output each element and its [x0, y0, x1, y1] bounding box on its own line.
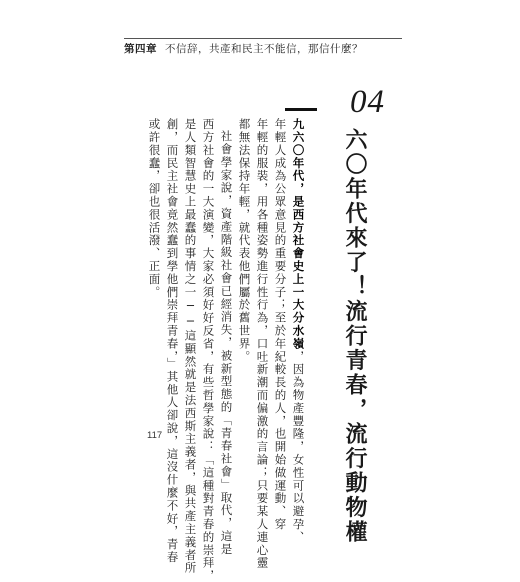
body-line: 年輕的服裝，用各種姿勢進行性行為，口吐新潮而偏激的言論；只要某人連心靈 [255, 118, 270, 570]
body-line: 是人類智慧史上最蠢的事情之一──這顯然就是法西斯主義者，與共產主義者所 [183, 118, 198, 575]
paragraph-accent-bar [285, 108, 317, 111]
section-title: 六〇年代來了！流行青春，流行動物權 [342, 128, 368, 545]
body-line: 或許很蠢，卻也很活潑、正面。 [147, 118, 162, 299]
body-line: 九六〇年代，是西方社會史上一大分水嶺，因為物產豐隆，女性可以避孕、 [291, 118, 306, 544]
body-line: 年輕人成為公眾意見的重要分子；至於年紀較長的人，也開始做運動、穿 [273, 118, 288, 531]
body-line: 社會學家說，資產階級社會已經消失，被新型態的「青春社會」取代，這是 [219, 130, 234, 556]
body-line: 都無法保持年輕，就代表他們屬於舊世界。 [237, 118, 252, 364]
bold-lead-text: 九六〇年代，是西方社會史上一大分水嶺 [291, 118, 306, 351]
body-line: 西方社會的一大演變，大家必須好好反省，有些哲學家說：「這種對青春的崇拜， [201, 118, 216, 582]
chapter-title: 不信辞，共產和民主不能信，那信什麼？ [165, 42, 363, 55]
page-number: 117 [147, 430, 163, 441]
running-header [124, 38, 402, 58]
chapter-number: 第四章 [124, 42, 157, 55]
section-number: 04 [350, 84, 385, 120]
body-line: 創，而民主社會竟然蠢到學他們崇拜青春，」其他人卻說，這沒什麼不好，青春 [165, 118, 180, 564]
